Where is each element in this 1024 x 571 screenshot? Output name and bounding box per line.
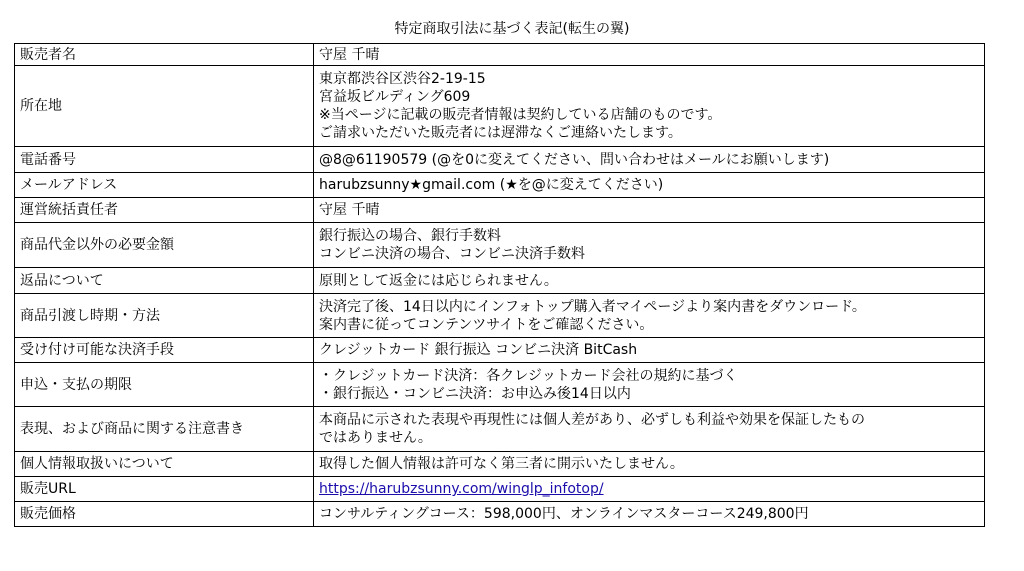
row-value bbox=[314, 223, 985, 268]
row-label: 表現、および商品に関する注意書き bbox=[15, 407, 314, 452]
value-line: 東京都渋谷区渋谷2-19-15 bbox=[319, 71, 486, 87]
value-line: クレジットカード 銀行振込 コンビニ決済 BitCash bbox=[319, 342, 638, 358]
value-line: ・銀行振込・コンビニ決済：お申込み後14日以内 bbox=[319, 385, 631, 402]
row-label: 返品について bbox=[15, 268, 314, 294]
row-value bbox=[314, 452, 985, 477]
row-value bbox=[314, 502, 985, 527]
value-line: 取得した個人情報は許可なく第三者に開示いたしません。 bbox=[319, 456, 684, 472]
table-row-email bbox=[15, 173, 985, 198]
value-line: 宮益坂ビルディング609 bbox=[319, 89, 471, 105]
table-row-seller-name bbox=[15, 44, 985, 66]
value-line: ご請求いただいた販売者には遅滞なくご連絡いたします。 bbox=[319, 125, 682, 141]
row-label: 電話番号 bbox=[15, 147, 314, 173]
row-label: 運営統括責任者 bbox=[15, 198, 314, 223]
value-line: 原則として返金には応じられません。 bbox=[319, 272, 558, 289]
row-value bbox=[314, 198, 985, 223]
row-value bbox=[314, 44, 985, 66]
value-line: コンビニ決済の場合、コンビニ決済手数料 bbox=[319, 246, 585, 262]
value-line: @8@61190579 (@を0に変えてください、問い合わせはメールにお願いします) bbox=[319, 151, 830, 168]
row-label: メールアドレス bbox=[15, 173, 314, 198]
table-row-price bbox=[15, 502, 985, 527]
table-row-payment-deadline bbox=[15, 363, 985, 407]
table-row-delivery bbox=[15, 294, 985, 338]
row-value bbox=[314, 147, 985, 173]
value-line: harubzsunny★gmail.com (★を@に変えてください) bbox=[319, 177, 664, 193]
commercial-law-table bbox=[14, 43, 985, 527]
row-value bbox=[314, 66, 985, 147]
table-row-manager bbox=[15, 198, 985, 223]
value-line: 銀行振込の場合、銀行手数料 bbox=[319, 228, 501, 244]
value-line: 決済完了後、14日以内にインフォトップ購入者マイページより案内書をダウンロード。 bbox=[319, 298, 866, 315]
row-label: 個人情報取扱いについて bbox=[15, 452, 314, 477]
row-label: 販売者名 bbox=[15, 44, 314, 66]
row-label: 受け付け可能な決済手段 bbox=[15, 338, 314, 363]
table-row-returns bbox=[15, 268, 985, 294]
row-value bbox=[314, 407, 985, 452]
value-line: 本商品に示された表現や再現性には個人差があり、必ずしも利益や効果を保証したもの bbox=[319, 412, 865, 428]
page-title: 特定商取引法に基づく表記(転生の翼) bbox=[394, 21, 630, 37]
row-label: 商品代金以外の必要金額 bbox=[15, 223, 314, 268]
value-line: ※当ページに記載の販売者情報は契約している店舗のものです。 bbox=[319, 107, 722, 123]
value-line: 守屋 千晴 bbox=[319, 46, 380, 63]
table-row-extra-costs bbox=[15, 223, 985, 268]
row-value bbox=[314, 173, 985, 198]
value-line: ではありません。 bbox=[319, 430, 432, 446]
row-label: 販売価格 bbox=[15, 502, 314, 527]
table-row-privacy bbox=[15, 452, 985, 477]
value-line: 守屋 千晴 bbox=[319, 202, 380, 218]
row-value bbox=[314, 363, 985, 407]
value-line: ・クレジットカード決済：各クレジットカード会社の規約に基づく bbox=[319, 367, 738, 384]
row-value bbox=[314, 268, 985, 294]
row-label: 所在地 bbox=[15, 66, 314, 147]
row-value bbox=[314, 477, 985, 502]
table-row-phone bbox=[15, 147, 985, 173]
value-line: コンサルティングコース：598,000円、オンラインマスターコース249,800円 bbox=[319, 506, 809, 522]
row-label: 販売URL bbox=[15, 477, 314, 502]
row-value bbox=[314, 294, 985, 338]
table-row-sales-url bbox=[15, 477, 985, 502]
table-row-disclaimer bbox=[15, 407, 985, 452]
table-row-address bbox=[15, 66, 985, 147]
row-value bbox=[314, 338, 985, 363]
row-label: 申込・支払の期限 bbox=[15, 363, 314, 407]
row-label: 商品引渡し時期・方法 bbox=[15, 294, 314, 338]
sales-url-link[interactable]: https://harubzsunny.com/winglp_infotop/ bbox=[319, 481, 604, 497]
table-row-payment-methods bbox=[15, 338, 985, 363]
value-line: 案内書に従ってコンテンツサイトをご確認ください。 bbox=[319, 316, 654, 333]
